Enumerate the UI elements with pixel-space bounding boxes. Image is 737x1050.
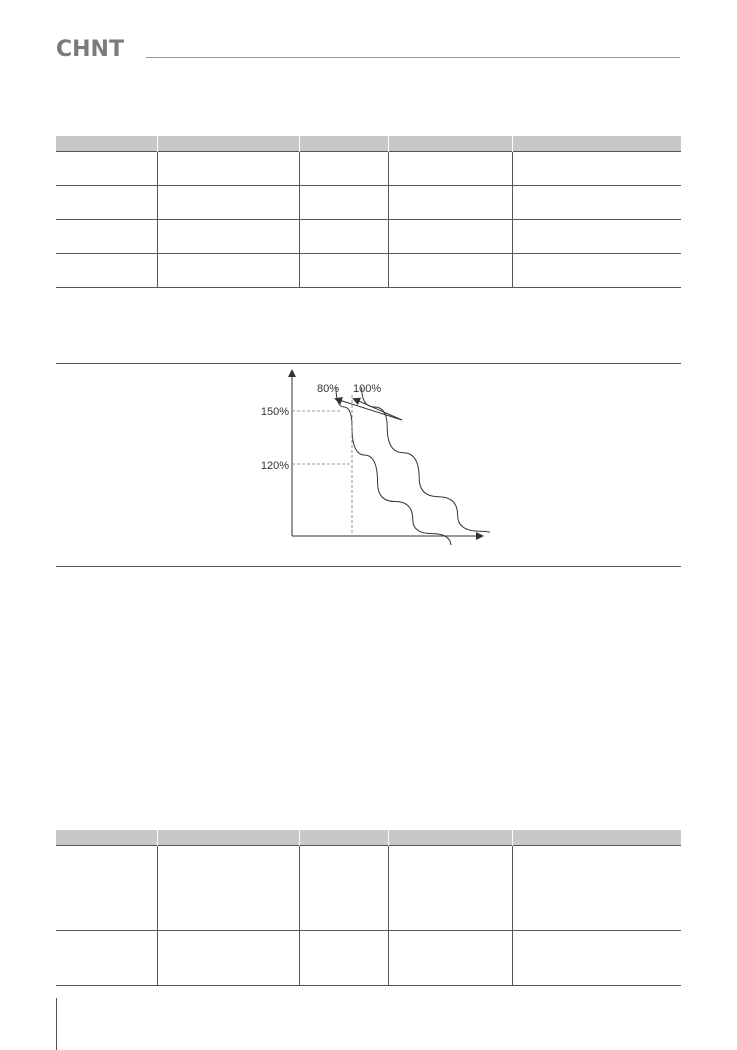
table-header-cell: [56, 136, 157, 152]
table-row: [56, 254, 681, 288]
table-header-cell: [388, 136, 512, 152]
header-rule: [146, 57, 680, 58]
page-margin-bar: [56, 998, 57, 1050]
table-row: [56, 931, 681, 986]
figure-bottom-rule: [56, 566, 681, 567]
parameter-table-top: [56, 136, 681, 288]
y-tick-label-120: 120%: [260, 460, 289, 472]
y-tick-label-150: 150%: [260, 406, 289, 418]
table-row: [56, 220, 681, 254]
figure-top-rule: [56, 363, 681, 364]
curve-label-80: 80%: [317, 383, 340, 395]
table-row: [56, 186, 681, 220]
table-header-row: [56, 830, 681, 846]
table-row: [56, 846, 681, 931]
table-header-cell: [388, 830, 512, 846]
pointer-arrow-100: [354, 399, 402, 420]
table-header-cell: [157, 830, 299, 846]
table-header-row: [56, 136, 681, 152]
table-header-cell: [157, 136, 299, 152]
table-header-cell: [512, 136, 681, 152]
overload-curve-chart: [230, 365, 490, 545]
table-header-cell: [299, 136, 388, 152]
table-header-cell: [512, 830, 681, 846]
parameter-table-bottom: [56, 830, 681, 986]
table-row: [56, 152, 681, 186]
table-header-cell: [299, 830, 388, 846]
curve-80-percent: [336, 387, 451, 545]
pointer-arrow-80: [336, 399, 402, 420]
table-header-cell: [56, 830, 157, 846]
logo: CHNT: [56, 37, 124, 62]
curve-label-100: 100%: [353, 383, 382, 395]
